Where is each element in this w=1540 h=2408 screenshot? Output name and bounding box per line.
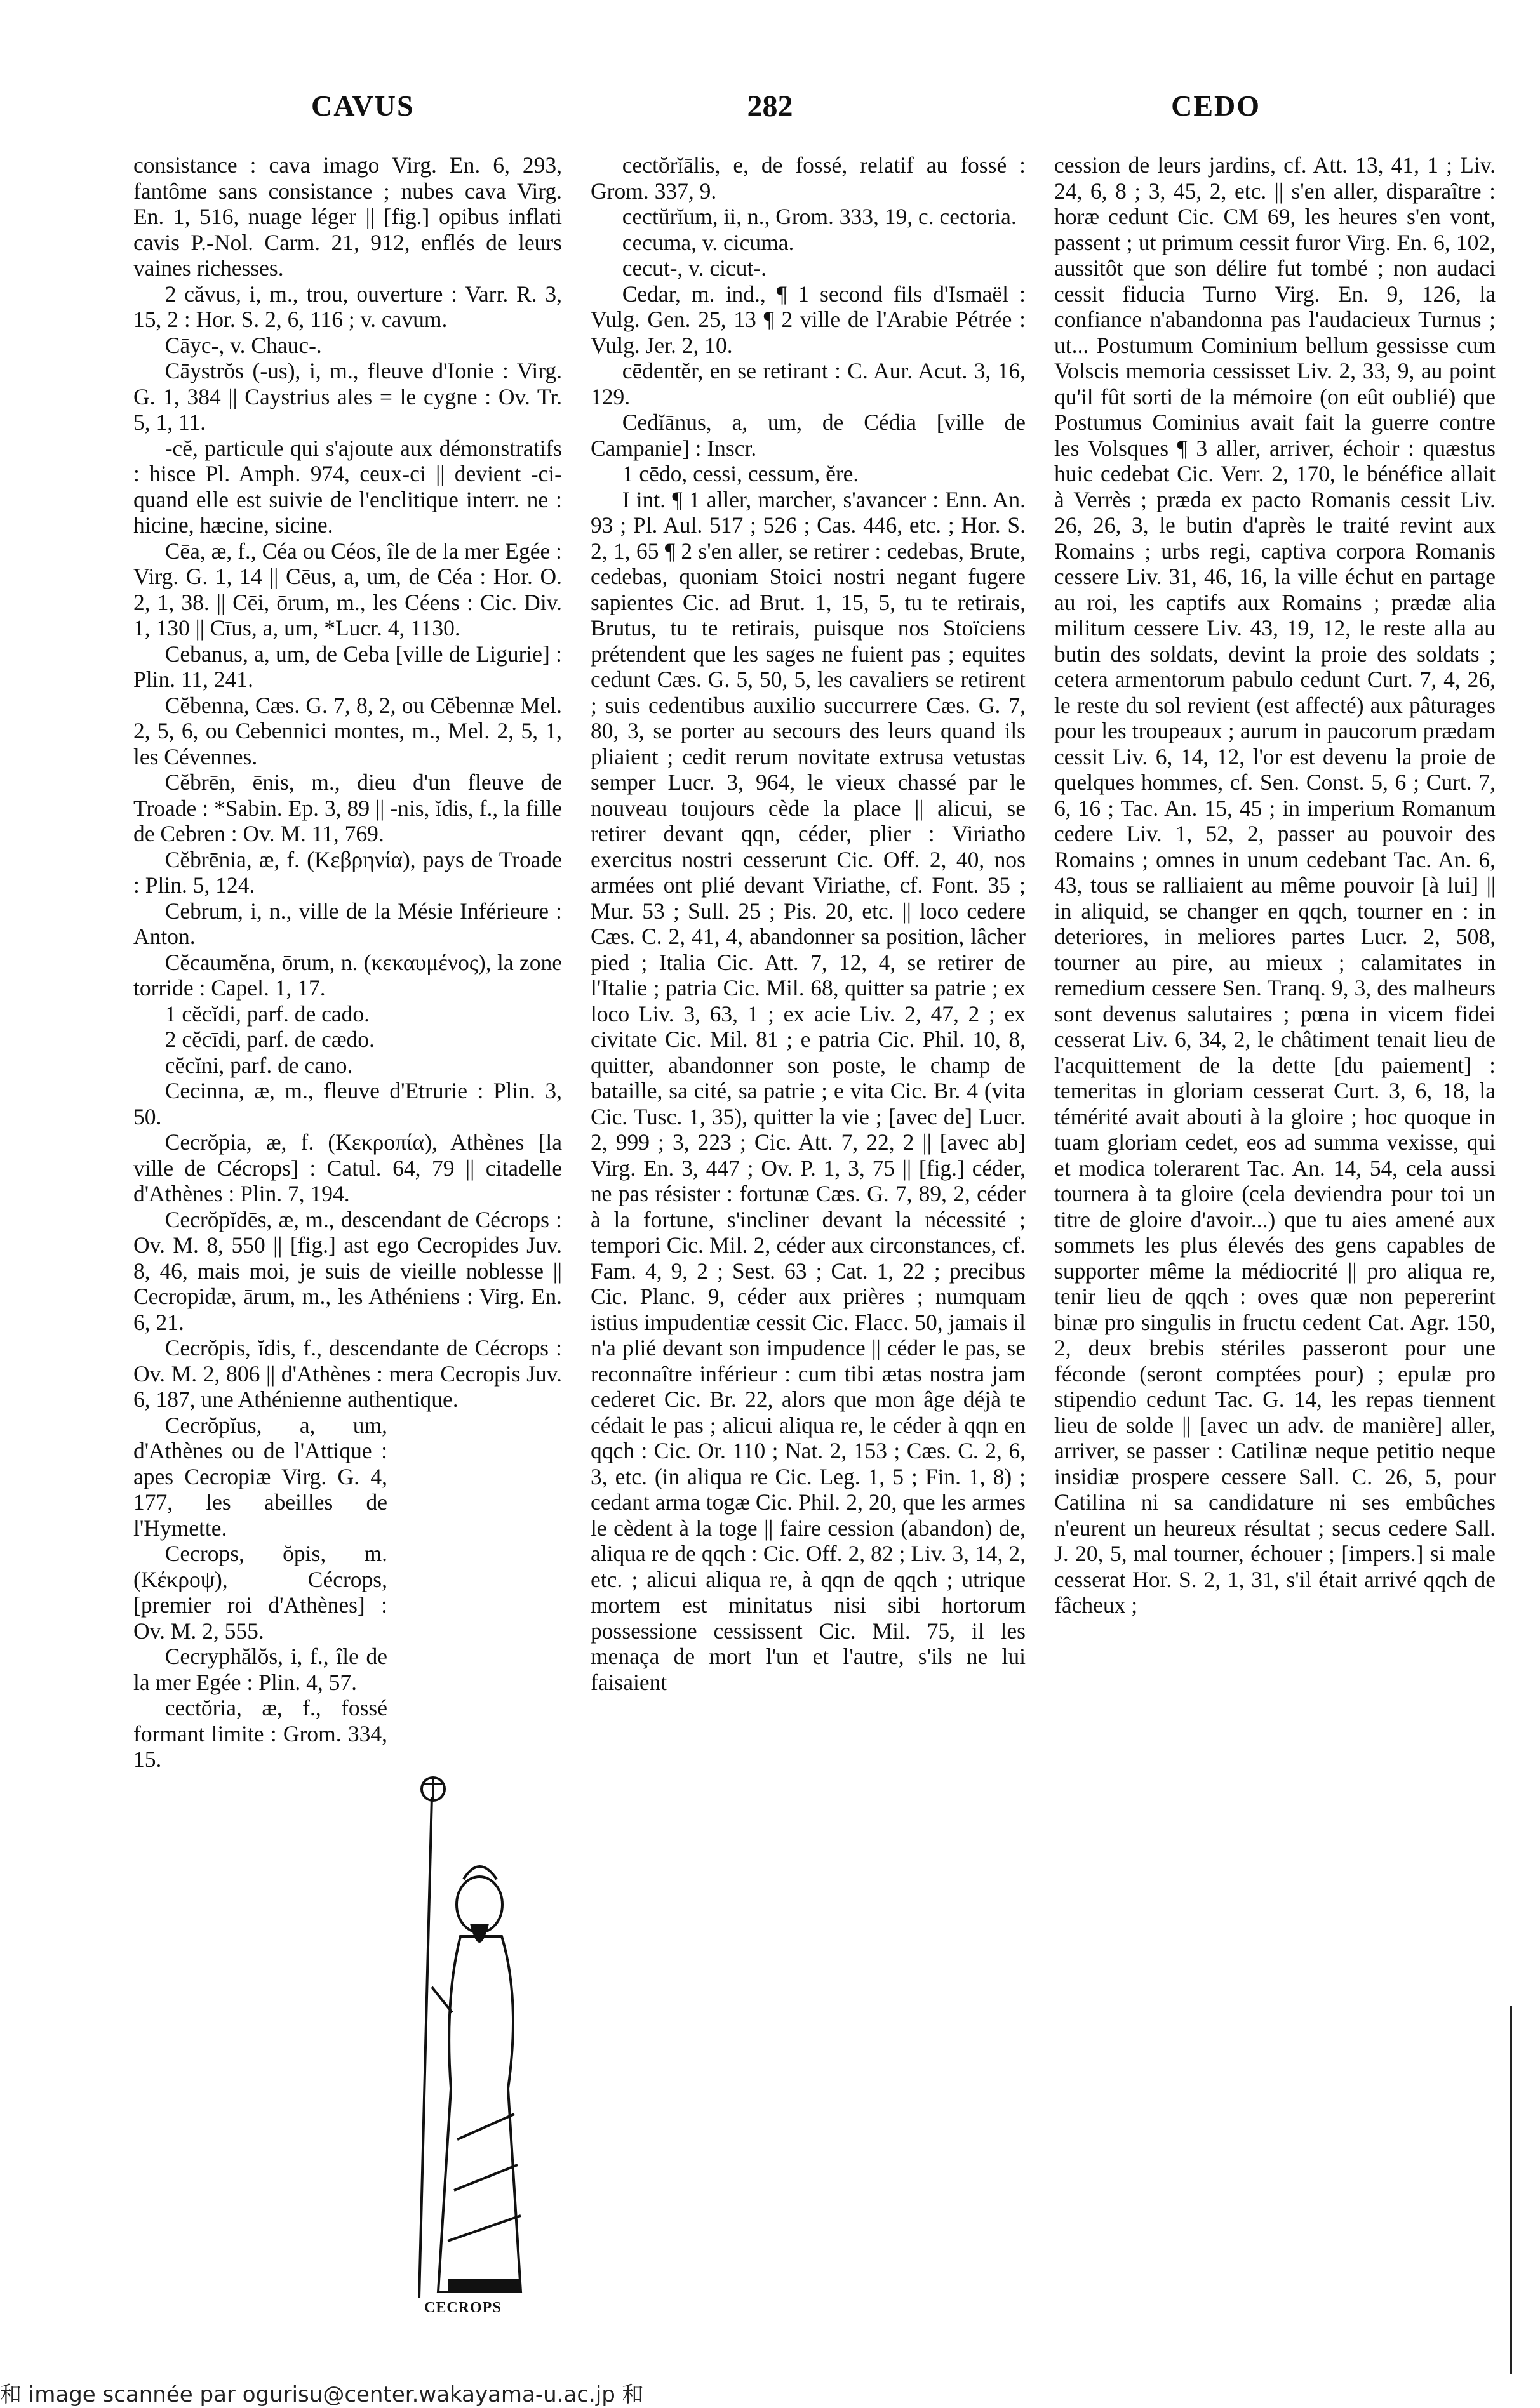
entry: Cecrops, ŏpis, m. (Κέκροψ), Cécrops, [premier roi d'Athènes] : Ov. M. 2, 555. [133,1541,387,1644]
entry: 2 căvus, i, m., trou, ouverture : Varr. R. 3, 15, 2 : Hor. S. 2, 6, 116 ; v. cavum. [133,281,562,332]
figure-caption: CECROPS [424,2299,502,2316]
column-middle [591,152,1026,2355]
entry: consistance : cava imago Virg. En. 6, 293, fantôme sans consistance ; nubes cava Virg. En. 1, 516, nuage léger || [fig.] opibus inflati cavis P.-Nol. Carm. 21, 912, enflés de leurs vaines richesses. [133,152,562,281]
entry: Cĕbrēn, ēnis, m., dieu d'un fleuve de Troade : *Sabin. Ep. 3, 89 || -nis, ĭdis, f., la fille de Cebren : Ov. M. 11, 769. [133,769,562,846]
entry: 1 cĕcĭdi, parf. de cado. [164,1001,370,1027]
entry: Cecryphălŏs, i, f., île de la mer Egée : Plin. 4, 57. [133,1644,387,1695]
entry: Cĕbenna, Cæs. G. 7, 8, 2, ou Cĕbennæ Mel. 2, 5, 6, ou Cebennici montes, m., Mel. 2, 5, 1, les Cévennes. [133,692,562,769]
entry: cecut-, v. cicut-. [622,255,767,281]
entry: Cebanus, a, um, de Ceba [ville de Ligurie] : Plin. 11, 241. [133,641,562,692]
entry: 1 cēdo, cessi, cessum, ĕre. [622,461,859,486]
entry: Cĕcaumĕna, ōrum, n. (κεκαυμένος), la zone torride : Capel. 1, 17. [133,949,562,1001]
entry: cēdentĕr, en se retirant : C. Aur. Acut. 3, 16, 129. [591,358,1026,409]
entry: Cēa, æ, f., Céa ou Céos, île de la mer Egée : Virg. G. 1, 14 || Cēus, a, um, de Céa : Hor. O. 2, 1, 38. || Cēi, ōrum, m., les Céens : Cic. Div. 1, 130 || Cīus, a, um, *Lucr. 4, 1130. [133,538,562,641]
entry: Cebrum, i, n., ville de la Mésie Inférieure : Anton. [133,898,562,949]
cecrops-figure-icon [394,1759,546,2305]
entry: Cedĭānus, a, um, de Cédia [ville de Campanie] : Inscr. [591,409,1026,461]
entry: Cecinna, æ, m., fleuve d'Etrurie : Plin. 3, 50. [133,1078,562,1129]
header-left-guide-word: CAVUS [311,90,415,122]
entry: Cāystrŏs (-us), i, m., fleuve d'Ionie : Virg. G. 1, 384 || Caystrius ales = le cygne : Ov. Tr. 5, 1, 11. [133,358,562,435]
entry: cĕcĭni, parf. de cano. [164,1052,353,1078]
entry: Cāyc-, v. Chauc-. [164,332,322,358]
entry: Cecrŏpĭus, a, um, d'Athènes ou de l'Attique : apes Cecropiæ Virg. G. 4, 177, les abeilles de l'Hymette. [133,1412,387,1541]
header-right-guide-word: CEDO [1171,90,1261,122]
entry: -cĕ, particule qui s'ajoute aux démonstratifs : hisce Pl. Amph. 974, ceux-ci || devient -ci- quand elle est suivie de l'enclitique interr. ne : hicine, hæcine, sicine. [133,435,562,538]
entry: Cecrŏpĭdēs, æ, m., descendant de Cécrops : Ov. M. 8, 550 || [fig.] ast ego Cecropides Juv. 8, 46, mais moi, je suis de vieille noblesse || Cecropidæ, ārum, m., les Athéniens : Virg. En. 6, 21. [133,1206,562,1335]
entry: cectŏria, æ, f., fossé formant limite : Grom. 334, 15. [133,1695,387,1772]
entry: Cecrŏpis, ĭdis, f., descendante de Cécrops : Ov. M. 2, 806 || d'Athènes : mera Cecropis Juv. 6, 187, une Athénienne authentique. [133,1335,562,1412]
entry: Cĕbrēnia, æ, f. (Κεβρηνία), pays de Troade : Plin. 5, 124. [133,846,562,898]
column-right [1054,152,1496,2362]
margin-rule [1510,2006,1512,2374]
entry: cession de leurs jardins, cf. Att. 13, 41, 1 ; Liv. 24, 6, 8 ; 3, 45, 2, etc. || s'en aller, disparaître : horæ cedunt Cic. CM 69, les heures s'en vont, passent ; ut primum cessit furor Virg. En. 6, 102, aussitôt que son délire fut tombé ; non audaci cessit fiducia Turno Virg. En. 9, 126, la confiance n'abandonna pas l'audacieux Turnus ; ut... Postumum Cominium bellum gessisse cum Volscis memoria cessisset Liv. 2, 33, 9, au point qu'il fût sorti de la mémoire (on eût oublié) que Postumus Cominius avait fait la guerre contre les Volsques ¶ 3 aller, arriver, échoir : quæstus huic cedebat Cic. Verr. 2, 170, le bénéfice allait à Verrès ; præda ex pacto Romanis cessit Liv. 26, 26, 3, le butin d'après le traité revint aux Romains ; urbs regi, captiva corpora Romanis cessere Liv. 31, 46, 16, la ville échut en partage au roi, les captifs aux Romains ; prædæ alia militum cessere Liv. 43, 19, 12, le reste alla au butin des soldats, devint la proie des soldats ; cetera armentorum pabulo cedunt Curt. 7, 4, 26, le reste du sol revient (est affecté) aux pâturages pour les troupeaux ; aurum in paucorum prædam cessit Liv. 6, 14, 12, l'or est devenu la proie de quelques hommes, cf. Sen. Const. 5, 6 ; Curt. 7, 6, 16 ; Tac. An. 15, 45 ; in imperium Romanum cedere Liv. 1, 52, 2, passer au pouvoir des Romains ; omnes in unum cedebant Tac. An. 6, 43, tous se ralliaient au même pouvoir [à lui] || in aliquid, se changer en qqch, tourner en : in deteriores, in meliores partes Lucr. 2, 508, tourner au pire, au mieux ; calamitates in remedium cessere Sen. Tranq. 9, 3, des malheurs sont devenus salutaires ; pœna in vicem fidei cesserat Liv. 6, 34, 2, le châtiment tenait lieu de l'acquittement de la dette [du paiement] : temeritas in gloriam cesserat Curt. 3, 6, 18, la témérité avait abouti à la gloire ; hoc quoque in tuam gloriam cedet, eos ad summa vexisse, qui et modica tolerarent Tac. An. 14, 54, cela aussi tournera à ta gloire (cela deviendra pour toi un titre de gloire d'avoir...) que tu aies amené aux sommets les plus élevés des gens capables de supporter même la médiocrité || pro aliqua re, tenir lieu de qqch : oves quæ non pepererint binæ pro singulis in fructu cedent Cat. Agr. 150, 2, deux brebis stériles passeront pour une féconde (seront comptées pour) ; epulæ pro stipendio cedunt Tac. G. 14, les repas tiennent lieu de solde || [avec un adv. de manière] aller, arriver, se passer : Catilinæ neque petitio neque insidiæ prospere cessere Sall. C. 26, 5, pour Catilina ni sa candidature ni ses embûches n'eurent un heureux résultat ; secus cedere Sall. J. 20, 5, mal tourner, échouer ; [impers.] si male cesserat Hor. S. 2, 1, 31, s'il était arrivé qqch de fâcheux ; [1054,152,1496,1618]
entry: cectŏrĭālis, e, de fossé, relatif au fossé : Grom. 337, 9. [591,152,1026,204]
page-header [121,89,1419,133]
entry: Cecrŏpia, æ, f. (Κεκροπία), Athènes [la ville de Cécrops] : Catul. 64, 79 || citadelle d'Athènes : Plin. 7, 194. [133,1129,562,1206]
entry: cectŭrĭum, ii, n., Grom. 333, 19, c. cectoria. [622,204,1017,229]
entry: I int. ¶ 1 aller, marcher, s'avancer : Enn. An. 93 ; Pl. Aul. 517 ; 526 ; Cas. 446, etc. ; Hor. S. 2, 1, 65 ¶ 2 s'en aller, se retirer : cedebas, Brute, cedebas, quoniam Stoici nostri negant fugere sapientes Cic. ad Brut. 1, 15, 5, tu te retirais, Brutus, tu te retirais, puisque nos Stoïciens prétendent que les sages ne fuient pas ; equites cedunt Cæs. G. 5, 50, 5, les cavaliers se retirent ; suis cedentibus auxilio succurrere Cæs. G. 7, 80, 3, se porter au secours des leurs quand ils pliaient ; cedit rerum novitate extrusa vetustas semper Lucr. 3, 964, le vieux chassé par le nouveau toujours cède la place || alicui, se retirer devant qqn, céder, plier : Viriatho exercitus nostri cesserunt Cic. Off. 2, 40, nos armées ont plié devant Viriathe, cf. Font. 35 ; Mur. 53 ; Sull. 25 ; Pis. 20, etc. || loco cedere Cæs. C. 2, 41, 4, abandonner sa position, lâcher pied ; Italia Cic. Att. 7, 12, 4, se retirer de l'Italie ; patria Cic. Mil. 68, quitter sa patrie ; ex loco Liv. 3, 63, 1 ; ex acie Liv. 2, 47, 2 ; ex civitate Cic. Mil. 81 ; e patria Cic. Phil. 10, 8, quitter, abandonner son poste, le champ de bataille, sa cité, sa patrie ; e vita Cic. Br. 4 (vita Cic. Tusc. 1, 35), quitter la vie ; [avec de] Lucr. 2, 999 ; 3, 223 ; Cic. Att. 7, 22, 2 || [avec ab] Virg. En. 3, 447 ; Ov. P. 1, 3, 75 || [fig.] céder, ne pas résister : fortunæ Cæs. G. 7, 89, 2, céder à la fortune, s'incliner devant la nécessité ; tempori Cic. Mil. 2, céder aux circonstances, cf. Fam. 4, 9, 2 ; Sest. 63 ; Cat. 1, 22 ; precibus Cic. Planc. 9, céder aux prières ; numquam istius impudentiæ cessit Cic. Flacc. 50, jamais il n'a plié devant son impudence || céder le pas, se reconnaître inférieur : cum tibi ætas nostra jam cederet Cic. Br. 22, alors que mon âge déjà te cédait le pas ; alicui aliqua re, le céder à qqn en qqch : Cic. Or. 110 ; Nat. 2, 153 ; Cæs. C. 2, 6, 3, etc. (in aliqua re Cic. Leg. 1, 5 ; Fin. 1, 8) ; cedant arma togæ Cic. Phil. 2, 20, que les armes le cèdent à la toge || faire cession (abandon) de, aliqua re de qqch : Cic. Off. 2, 82 ; Liv. 3, 14, 2, etc. ; alicui aliqua re, à qqn de qqch ; utrique mortem est minitatus nisi sibi hortorum possessione cessissent Cic. Mil. 75, il les menaça de mort l'un et l'autre, s'ils ne lui faisaient [591,486,1026,1695]
entry: 2 cĕcīdi, parf. de cædo. [164,1027,375,1052]
page-number: 282 [747,90,793,123]
entry: cecuma, v. cicuma. [622,229,794,255]
entry: Cedar, m. ind., ¶ 1 second fils d'Ismaël : Vulg. Gen. 25, 13 ¶ 2 ville de l'Arabie Pétrée : Vulg. Jer. 2, 10. [591,281,1026,358]
scan-credit: 和 image scannée par ogurisu@center.wakayama-u.ac.jp 和 [0,2382,644,2407]
